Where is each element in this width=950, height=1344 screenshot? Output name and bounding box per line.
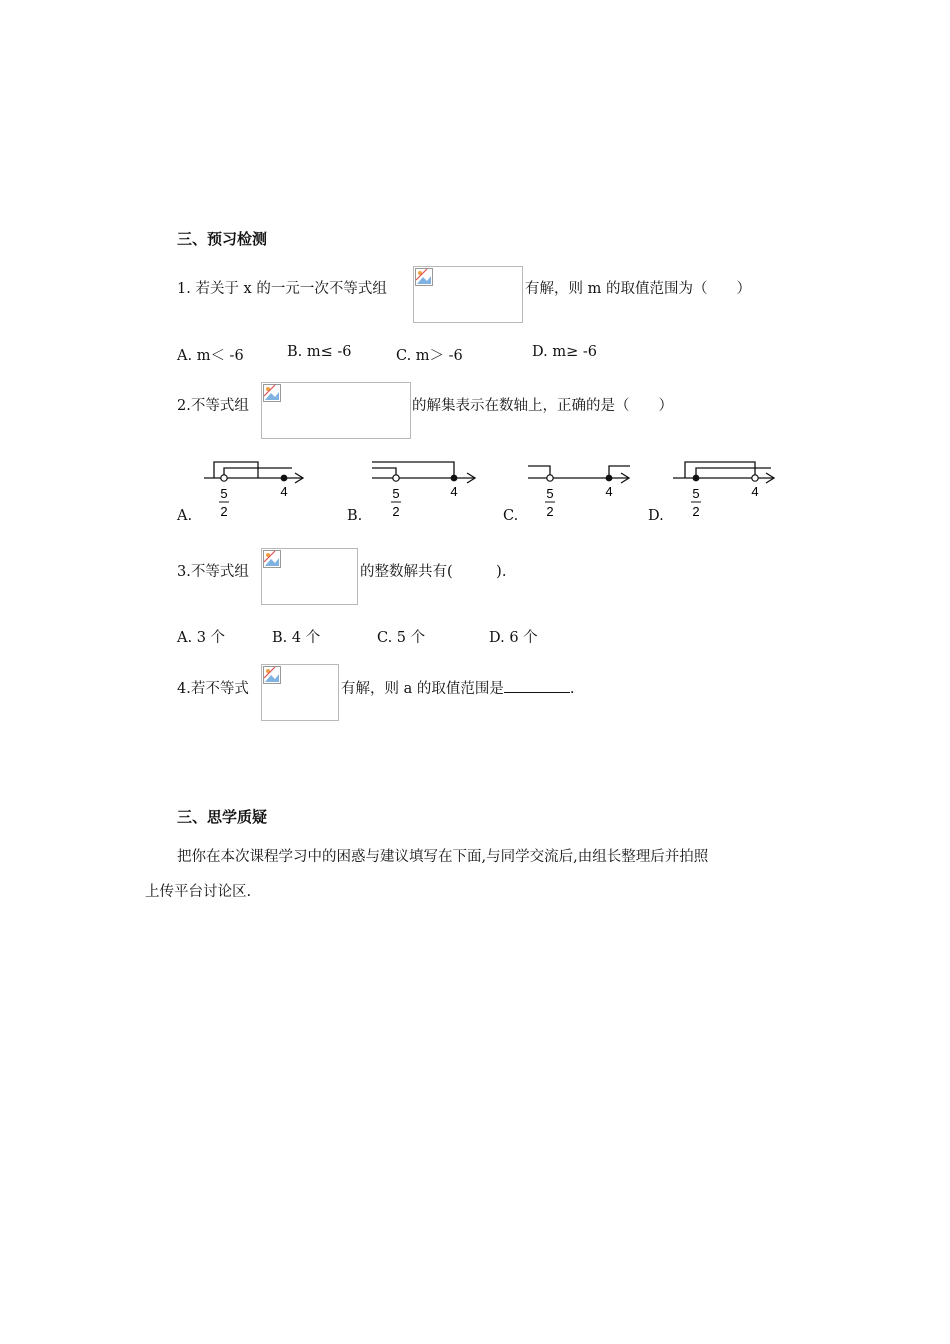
tick-label-numerator: 5	[692, 486, 700, 501]
q4-answer-blank[interactable]	[504, 679, 570, 693]
q2-formula-image	[261, 382, 411, 439]
broken-image-icon	[263, 666, 281, 684]
tick-label-four: 4	[751, 484, 759, 499]
q1-suffix: 有解，则 m 的取值范围为（ ）	[525, 281, 751, 297]
tick-label-denominator: 2	[692, 504, 700, 519]
tick-label-four: 4	[280, 484, 288, 499]
q2-option-b-number-line	[370, 452, 482, 524]
q2-option-c-number-line	[526, 452, 636, 524]
q3-option-c: C. 5 个	[377, 630, 426, 646]
tick-label-numerator: 5	[392, 486, 400, 501]
q2-option-a-number-line	[200, 452, 310, 524]
q2-option-c-label: C.	[503, 508, 519, 524]
q3-option-b: B. 4 个	[272, 630, 321, 646]
q3-option-a: A. 3 个	[177, 630, 226, 646]
section-heading-reflection: 三、思学质疑	[177, 808, 268, 826]
q2-option-d-label: D.	[648, 508, 664, 524]
broken-image-icon	[415, 268, 433, 286]
broken-image-icon	[263, 384, 281, 402]
q2-option-d-number-line	[671, 452, 781, 524]
q4-suffix	[341, 677, 574, 698]
q1-option-b: B. m≤ -6	[287, 344, 352, 360]
tick-label-numerator: 5	[220, 486, 228, 501]
tick-label-four: 4	[450, 484, 458, 499]
q2-prefix: 2.不等式组	[177, 398, 249, 414]
q4-suffix-period: .	[569, 681, 575, 697]
tick-label-denominator: 2	[220, 504, 228, 519]
q2-option-a-label: A.	[177, 508, 193, 524]
q1-formula-image	[413, 266, 523, 323]
broken-image-icon	[263, 550, 281, 568]
reflection-paragraph-line-2: 上传平台讨论区.	[145, 884, 252, 900]
q1-option-c: C. m＞ -6	[396, 348, 463, 364]
q3-formula-image	[261, 548, 358, 605]
reflection-paragraph-line-1: 把你在本次课程学习中的困惑与建议填写在下面,与同学交流后,由组长整理后并拍照	[177, 849, 709, 865]
q4-formula-image	[261, 664, 339, 721]
tick-label-four: 4	[605, 484, 613, 499]
q3-option-d: D. 6 个	[489, 630, 538, 646]
tick-label-denominator: 2	[392, 504, 400, 519]
q4-suffix-text: 有解，则 a 的取值范围是	[341, 681, 504, 697]
tick-label-denominator: 2	[546, 504, 554, 519]
q3-prefix: 3.不等式组	[177, 564, 249, 580]
q4-prefix: 4.若不等式	[177, 681, 249, 697]
q1-prefix: 1. 若关于 x 的一元一次不等式组	[177, 281, 387, 297]
section-heading-preview-check: 三、预习检测	[177, 230, 268, 248]
q1-option-d: D. m≥ -6	[532, 344, 597, 360]
q2-suffix: 的解集表示在数轴上，正确的是（ ）	[412, 398, 673, 414]
q1-option-a: A. m＜ -6	[177, 348, 244, 364]
q3-suffix: 的整数解共有( ).	[360, 564, 507, 580]
q2-option-b-label: B.	[347, 508, 363, 524]
tick-label-numerator: 5	[546, 486, 554, 501]
